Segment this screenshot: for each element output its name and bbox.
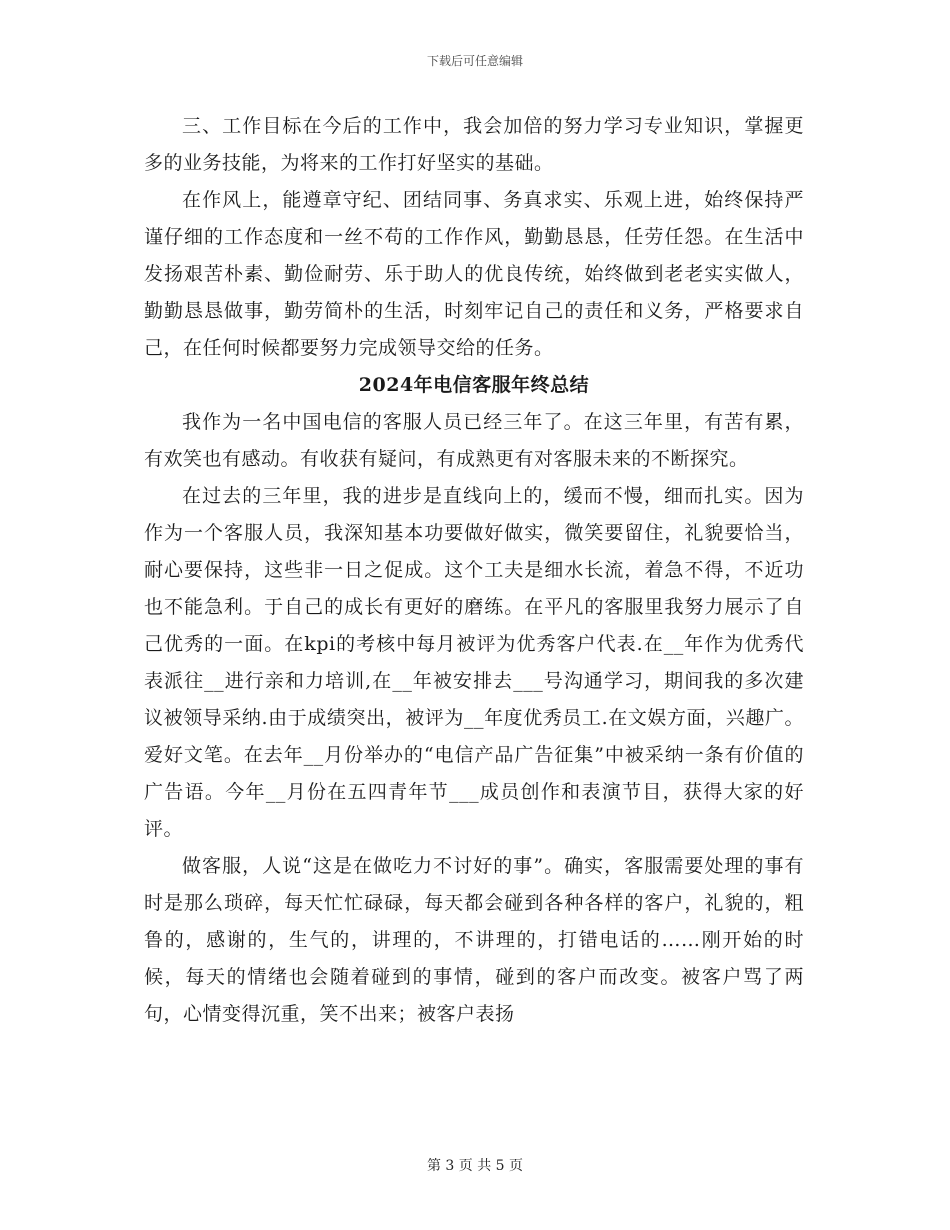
paragraph-progress: 在过去的三年里，我的进步是直线向上的，缓而不慢，细而扎实。因为作为一个客服人员，我深知基本功要做好做实，微笑要留住，礼貌要恰当，耐心要保持，这些非一日之促成。这个工夫是细水长流，着急不得，不近功也不能急利。于自己的成长有更好的磨练。在平凡的客服里我努力展示了自己优秀的一面。在kpi的考核中每月被评为优秀客户代表.在__年作为优秀代表派往__进行亲和力培训,在__年被安排去___号沟通学习，期间我的多次建议被领导采纳.由于成绩突出，被评为__年度优秀员工.在文娱方面，兴趣广。爱好文笔。在去年__月份举办的“电信产品广告征集”中被采纳一条有价值的广告语。今年__月份在五四青年节___成员创作和表演节目，获得大家的好评。	[144, 485, 804, 840]
paragraph-intro: 我作为一名中国电信的客服人员已经三年了。在这三年里，有苦有累，有欢笑也有感动。有收获有疑问，有成熟更有对客服未来的不断探究。	[144, 411, 804, 470]
paragraph-work-style: 在作风上，能遵章守纪、团结同事、务真求实、乐观上进，始终保持严谨仔细的工作态度和一丝不苟的工作作风，勤勤恳恳，任劳任怨。在生活中发扬艰苦朴素、勤俭耐劳、乐于助人的优良传统，始终做到老老实实做人，勤勤恳恳做事，勤劳简朴的生活，时刻牢记自己的责任和义务，严格要求自己，在任何时候都要努力完成领导交给的任务。	[144, 189, 804, 359]
page-number: 第 3 页 共 5 页	[426, 1158, 524, 1174]
page-header-note: 下载后可任意编辑	[426, 54, 523, 68]
paragraph-work-goals: 三、工作目标在今后的工作中，我会加倍的努力学习专业知识，掌握更多的业务技能，为将来的工作打好坚实的基础。	[144, 115, 804, 174]
paragraph-customer-service: 做客服，人说“这是在做吃力不讨好的事”。确实，客服需要处理的事有时是那么琐碎，每天忙忙碌碌，每天都会碰到各种各样的客户，礼貌的，粗鲁的，感谢的，生气的，讲理的，不讲理的，打错电话的……刚开始的时候，每天的情绪也会随着碰到的事情，碰到的客户而改变。被客户骂了两句，心情变得沉重，笑不出来；被客户表扬	[144, 855, 804, 1025]
document-body	[144, 108, 804, 1033]
document-title: 2024年电信客服年终总结	[358, 374, 590, 396]
